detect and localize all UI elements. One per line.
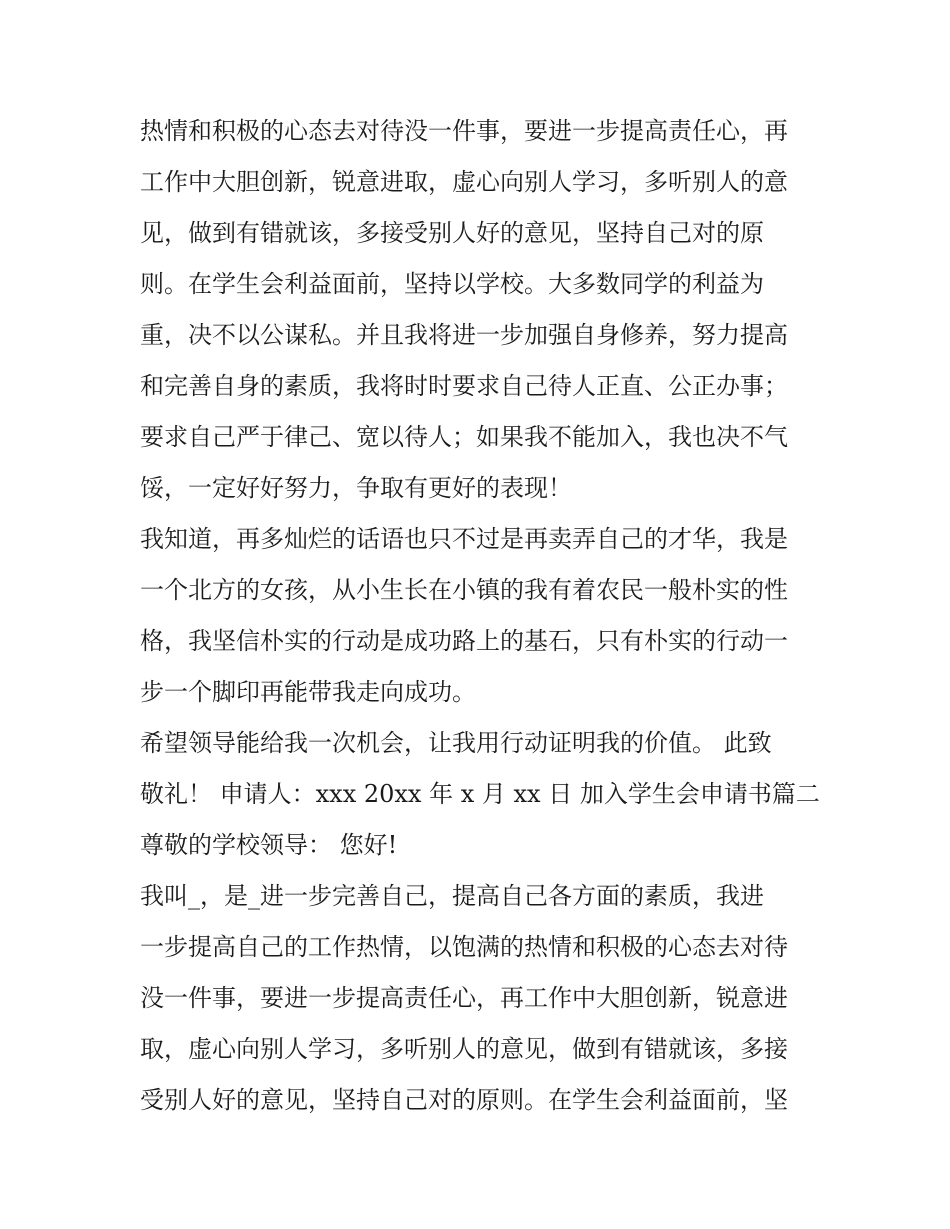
text-line: 工作中大胆创新，锐意进取，虚心向别人学习，多听别人的意 (140, 168, 788, 196)
text-line: 热情和积极的心态去对待没一件事，要进一步提高责任心，再 (140, 117, 788, 145)
text-line: 取，虚心向别人学习，多听别人的意见，做到有错就该，多接 (140, 1035, 788, 1063)
text-line: 没一件事，要进一步提高责任心，再工作中大胆创新，锐意进 (140, 984, 788, 1012)
text-line: 敬礼！ 申请人：xxx 20xx 年 x 月 xx 日 加入学生会申请书篇二 (140, 780, 820, 808)
text-line: 希望领导能给我一次机会，让我用行动证明我的价值。 此致 (140, 729, 772, 757)
text-line: 受别人好的意见，坚持自己对的原则。在学生会利益面前，坚 (140, 1086, 788, 1114)
text-line: 见，做到有错就该，多接受别人好的意见，坚持自己对的原 (140, 219, 764, 247)
text-line: 馁，一定好好努力，争取有更好的表现！ (140, 474, 572, 502)
text-line: 尊敬的学校领导： 您好! (140, 831, 398, 859)
text-line: 和完善自身的素质，我将时时要求自己待人正直、公正办事； (140, 372, 788, 400)
text-line: 重，决不以公谋私。并且我将进一步加强自身修养，努力提高 (140, 321, 788, 349)
text-line: 步一个脚印再能带我走向成功。 (140, 678, 476, 706)
text-line: 则。在学生会利益面前，坚持以学校。大多数同学的利益为 (140, 270, 764, 298)
text-line: 一个北方的女孩，从小生长在小镇的我有着农民一般朴实的性 (140, 576, 788, 604)
text-line: 我叫_，是_进一步完善自己，提高自己各方面的素质，我进 (140, 882, 764, 910)
text-line: 要求自己严于律己、宽以待人；如果我不能加入，我也决不气 (140, 423, 788, 451)
text-line: 我知道，再多灿烂的话语也只不过是再卖弄自己的才华，我是 (140, 525, 788, 553)
document-body (140, 106, 820, 1126)
text-line: 格，我坚信朴实的行动是成功路上的基石，只有朴实的行动一 (140, 627, 788, 655)
text-line: 一步提高自己的工作热情，以饱满的热情和积极的心态去对待 (140, 933, 788, 961)
